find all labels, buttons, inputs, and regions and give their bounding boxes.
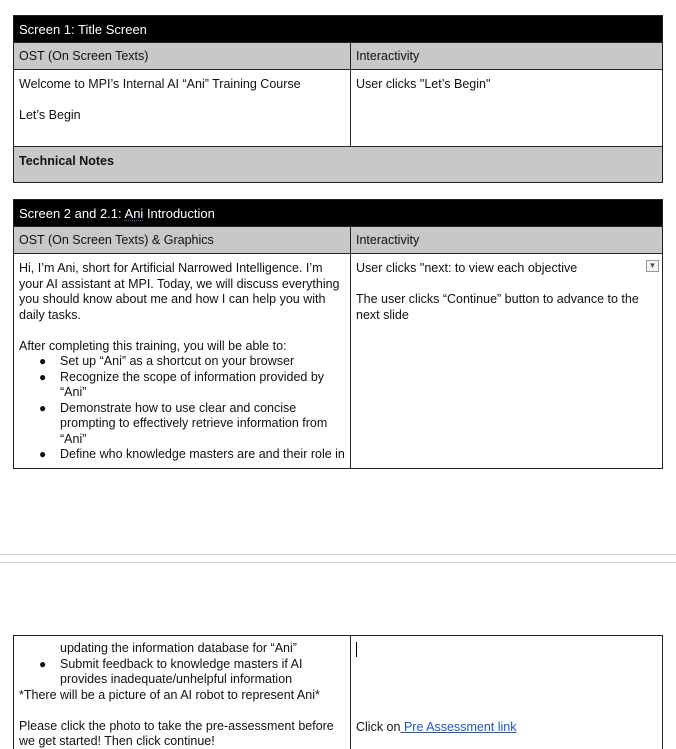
bullet-icon: ● <box>39 400 47 415</box>
screen1-lets-begin-text: Let’s Begin <box>19 108 81 122</box>
screen2-ost-header: OST (On Screen Texts) & Graphics <box>14 227 351 254</box>
screen2-interactivity-line1: User clicks "next: to view each objective <box>356 261 578 275</box>
screen2-objectives-lead: After completing this training, you will be able to: <box>19 338 287 353</box>
screen2-cont-list <box>19 657 345 688</box>
list-item: ● Set up “Ani” as a shortcut on your browser <box>39 354 295 368</box>
screen1-ost-cell <box>14 70 351 147</box>
screen2-interactivity-cell <box>351 254 663 469</box>
screen1-interactivity-cell <box>351 70 663 147</box>
screen2-title <box>14 200 663 227</box>
bullet-icon: ● <box>39 369 47 384</box>
screen2-interactivity-header: Interactivity <box>351 227 663 254</box>
screen1-table <box>13 15 663 183</box>
screen1-title: Screen 1: Title Screen <box>14 16 663 43</box>
screen2-intro-text: Hi, I’m Ani, short for Artificial Narrowed Intelligence. I’m your AI assistant at MPI. Today, we will discuss everything you should know about me and how I can help you with daily tasks. <box>19 261 340 322</box>
screen2-objectives-list <box>19 354 345 463</box>
list-item: ● Submit feedback to knowledge masters if AI provides inadequate/unhelpful information <box>39 656 303 686</box>
pre-assessment-link[interactable]: Pre Assessment link <box>400 720 517 734</box>
bullet-icon: ● <box>39 656 47 671</box>
list-item: ● Recognize the scope of information provided by “Ani” <box>39 369 325 399</box>
text-cursor <box>356 642 357 657</box>
screen2-ost-cell <box>14 254 351 469</box>
screen1-ost-header: OST (On Screen Texts) <box>14 43 351 70</box>
screen2-continued-table <box>13 635 663 749</box>
screen2-table <box>13 199 663 469</box>
screen2-cont-interactivity-cell <box>351 636 663 749</box>
screen2-title-ani: Ani <box>124 206 144 221</box>
chevron-down-icon[interactable]: ▼ <box>646 260 659 272</box>
list-item: ● Define who knowledge masters are and their role in <box>39 447 345 461</box>
screen1-interactivity-header: Interactivity <box>351 43 663 70</box>
click-on-text: Click on <box>356 720 401 734</box>
screen1-technical-notes: Technical Notes <box>14 147 663 183</box>
page-break <box>0 554 676 563</box>
bullet-icon: ● <box>39 354 47 368</box>
list-item: ● Demonstrate how to use clear and concise prompting to effectively retrieve information from “Ani” <box>39 400 328 446</box>
screen2-title-suffix: Introduction <box>143 206 215 221</box>
screen1-welcome-text: Welcome to MPI’s Internal AI “Ani” Training Course <box>19 77 301 91</box>
screen2-interactivity-line2: The user clicks “Continue” button to advance to the next slide <box>356 292 639 322</box>
screen2-cont-ost-cell <box>14 636 351 749</box>
screen2-title-prefix: Screen 2 and 2.1: <box>19 206 125 221</box>
screen2-pre-assessment-note: Please click the photo to take the pre-assessment before we get started! Then click continue! <box>19 718 334 748</box>
pre-assessment-line <box>356 720 516 736</box>
bullet-icon: ● <box>39 447 47 461</box>
screen1-interactivity-text: User clicks "Let’s Begin" <box>356 77 491 91</box>
screen2-cont-line: updating the information database for “Ani” <box>60 641 297 655</box>
screen2-picture-note: *There will be a picture of an AI robot to represent Ani* <box>19 687 320 702</box>
